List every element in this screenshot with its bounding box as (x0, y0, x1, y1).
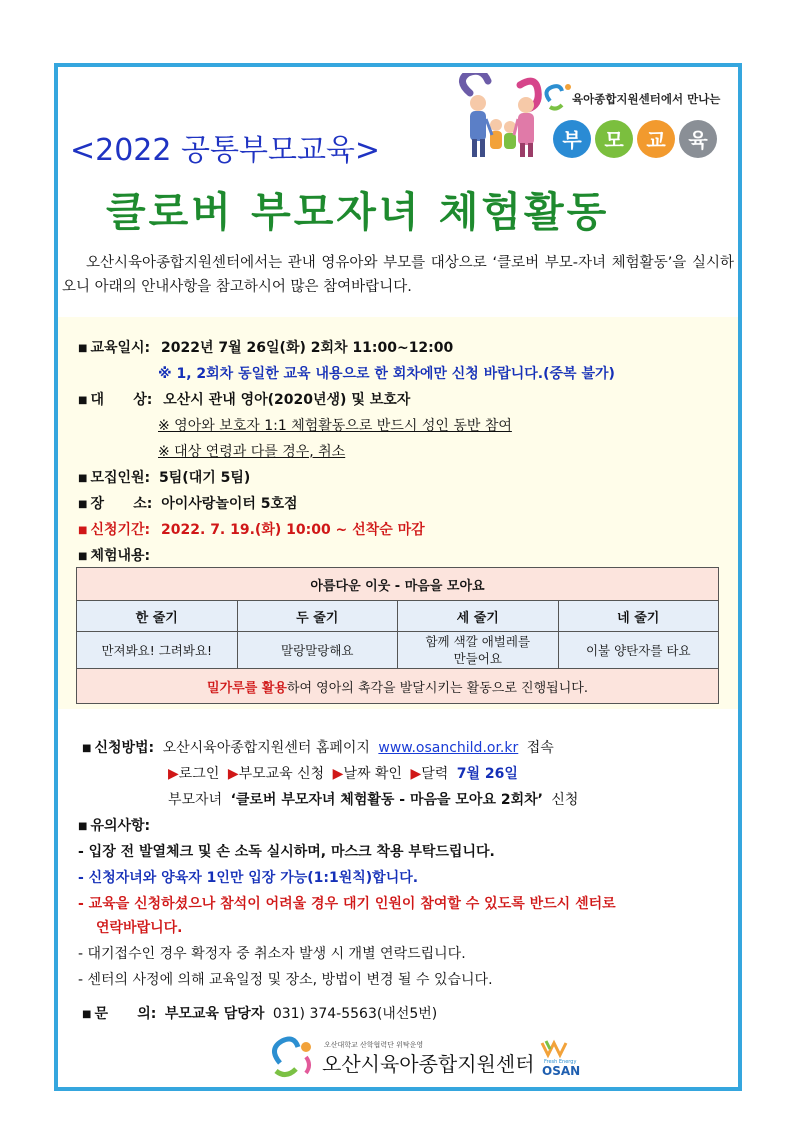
apply-text-after: 접속 (526, 740, 554, 756)
osan-brand-icon (542, 1041, 566, 1055)
target-note-1: ※ 영아와 보호자 1:1 체험활동으로 반드시 성인 동반 참여 (158, 418, 512, 434)
bullet-square-icon: ■ (82, 743, 92, 754)
notes-label: 유의사항: (90, 818, 151, 834)
place-label: 장 소: (90, 496, 153, 512)
table-row (77, 632, 719, 669)
contact-row (82, 1003, 437, 1023)
contact-person: 부모교육 담당자 (164, 1006, 265, 1022)
apply-program (168, 789, 578, 809)
place-value: 아이사랑놀이터 5호점 (161, 496, 298, 512)
footer-center-name: 오산시육아종합지원센터 (322, 1052, 535, 1076)
program-name: ‘클로버 부모자녀 체험활동 - 마음을 모아요 2회차’ (230, 792, 543, 808)
footer-text: 하여 영아의 촉각을 발달시키는 활동으로 진행됩니다. (286, 680, 588, 696)
column-header: 두 줄기 (237, 601, 398, 632)
table-cell: 말랑말랑해요 (237, 632, 398, 669)
target-value: 오산시 관내 영아(2020년생) 및 보호자 (163, 392, 411, 408)
center-footer-logo (266, 1033, 586, 1081)
family-illustration-icon (462, 73, 538, 157)
column-header: 네 줄기 (558, 601, 719, 632)
period-label: 신청기간: (90, 522, 151, 538)
table-cell: 이불 양탄자를 타요 (558, 632, 719, 669)
note-item: - 대기접수인 경우 확정자 중 취소자 발생 시 개별 연락드립니다. (78, 946, 466, 962)
poster-frame (54, 63, 742, 1091)
recruit-row (78, 467, 250, 487)
bullet-square-icon: ■ (78, 821, 88, 832)
table-columns-row (77, 601, 719, 632)
column-header: 한 줄기 (77, 601, 238, 632)
bullet-square-icon: ■ (82, 1009, 92, 1020)
footer-small-text: 오산대학교 산학협력단 위탁운영 (324, 1041, 424, 1049)
target-note-2: ※ 대상 연령과 다를 경우, 취소 (158, 444, 346, 460)
contact-label: 문 의: (94, 1006, 157, 1022)
note-item: - 교육을 신청하셨으나 참석이 어려울 경우 대기 인원이 참여할 수 있도록 반드시 센터로 (78, 896, 616, 912)
activity-table (76, 567, 719, 704)
parent-education-logo (450, 73, 734, 165)
step-date: 날짜 확인 (343, 766, 402, 782)
content-label: 체험내용: (90, 548, 151, 564)
period-row (78, 519, 425, 539)
bullet-square-icon: ■ (78, 499, 88, 510)
step-arrow-icon: ▶ (227, 766, 239, 782)
apply-label: 신청방법: (94, 740, 155, 756)
intro-paragraph: 오산시육아종합지원센터에서는 관내 영유아와 부모를 대상으로 ‘클로버 부모-자녀 체험활동’을 실시하오니 아래의 안내사항을 참고하시어 많은 참여바랍니다. (62, 255, 734, 295)
brand-tagline: Fresh Energy (544, 1059, 577, 1065)
page-title: 클로버 부모자녀 체험활동 (106, 188, 610, 236)
activity-theme: 아름다운 이웃 - 마음을 모아요 (77, 568, 719, 601)
program-prefix: 부모자녀 (168, 792, 223, 808)
date-value: 2022년 7월 26일(화) 2회차 11:00~12:00 (161, 340, 454, 356)
table-footer-row (77, 669, 719, 704)
recruit-label: 모집인원: (90, 470, 151, 486)
place-row (78, 493, 298, 513)
logo-badge-1: 부 (562, 128, 582, 152)
note-item: - 신청자녀와 양육자 1인만 입장 가능(1:1원칙)합니다. (78, 870, 419, 886)
note-item: - 입장 전 발열체크 및 손 소독 실시하며, 마스크 착용 부탁드립니다. (78, 844, 495, 860)
step-arrow-icon: ▶ (410, 766, 422, 782)
logo-badge-4: 육 (688, 128, 708, 152)
step-apply: 부모교육 신청 (238, 766, 325, 782)
logo-caption: 육아종합지원센터에서 만나는 (572, 92, 721, 106)
table-cell: 만져봐요! 그려봐요! (77, 632, 238, 669)
homepage-link[interactable]: www.osanchild.or.kr (378, 740, 519, 756)
footer-highlight: 밀가루를 활용 (207, 680, 287, 696)
column-header: 세 줄기 (398, 601, 559, 632)
center-mark-icon (546, 84, 571, 109)
content-row (78, 545, 150, 565)
apply-steps (168, 763, 518, 783)
apply-row (82, 737, 554, 757)
contact-phone: 031) 374-5563(내선5번) (272, 1006, 438, 1022)
bullet-square-icon: ■ (78, 473, 88, 484)
step-arrow-icon: ▶ (168, 766, 179, 782)
title-year: <2022 공통부모교육> (70, 133, 381, 168)
note-item: - 센터의 사정에 의해 교육일정 및 장소, 방법이 변경 될 수 있습니다. (78, 972, 493, 988)
bullet-square-icon: ■ (78, 343, 88, 354)
logo-badge-2: 모 (604, 128, 624, 152)
date-label: 교육일시: (90, 340, 151, 356)
step-calendar-date: 7월 26일 (456, 766, 518, 782)
bullet-square-icon: ■ (78, 395, 88, 406)
bullet-square-icon: ■ (78, 551, 88, 562)
brand-name: OSAN (542, 1064, 581, 1078)
recruit-value: 5팀(대기 5팀) (159, 470, 251, 486)
step-calendar: 달력 (421, 766, 449, 782)
period-value: 2022. 7. 19.(화) 10:00 ~ 선착순 마감 (161, 522, 425, 538)
apply-text: 오산시육아종합지원센터 홈페이지 (162, 740, 370, 756)
step-login: 로그인 (178, 766, 220, 782)
program-suffix: 신청 (551, 792, 579, 808)
center-mark-icon (274, 1039, 311, 1075)
step-arrow-icon: ▶ (332, 766, 344, 782)
note-item: 연락바랍니다. (96, 920, 183, 936)
bullet-square-icon: ■ (78, 525, 88, 536)
table-cell: 함께 색깔 애벌레를 만들어요 (398, 632, 559, 669)
target-row (78, 389, 410, 409)
notes-row (78, 815, 150, 835)
logo-badge-3: 교 (646, 128, 666, 152)
target-label: 대 상: (90, 392, 153, 408)
table-header-row (77, 568, 719, 601)
date-row (78, 337, 453, 357)
date-note: ※ 1, 2회차 동일한 교육 내용으로 한 회차에만 신청 바랍니다.(중복 불가) (158, 366, 615, 382)
